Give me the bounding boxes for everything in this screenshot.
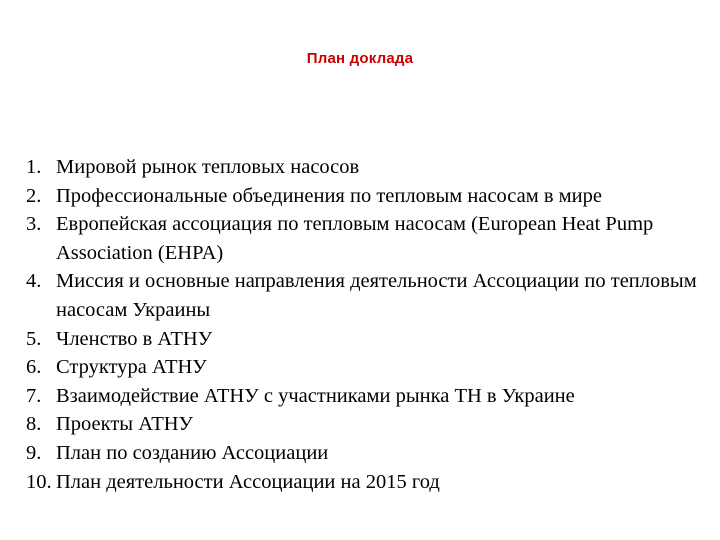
agenda-item-number: 5. xyxy=(26,327,42,350)
agenda-item-number: 8. xyxy=(26,413,42,436)
agenda-item xyxy=(26,210,706,267)
agenda-item xyxy=(26,468,706,497)
agenda-item-text: Структура АТНУ xyxy=(56,356,207,379)
agenda-item-number: 4. xyxy=(26,270,42,293)
agenda-item xyxy=(26,410,706,439)
agenda-item xyxy=(26,153,706,182)
agenda-item xyxy=(26,353,706,382)
agenda-item-number: 9. xyxy=(26,441,42,464)
agenda-item xyxy=(26,182,706,211)
agenda-item-number: 6. xyxy=(26,356,42,379)
agenda-item-text: План деятельности Ассоциации на 2015 год xyxy=(56,470,440,493)
agenda-item xyxy=(26,382,706,411)
agenda-item-text: Европейская ассоциация по тепловым насосам (European Heat Pump Association (EHPA) xyxy=(56,213,654,264)
slide-title: План доклада xyxy=(306,50,414,67)
agenda-item xyxy=(26,325,706,354)
agenda-item-text: Профессиональные объединения по тепловым насосам в мире xyxy=(56,184,602,207)
agenda-list xyxy=(26,153,706,496)
agenda-item xyxy=(26,267,706,324)
agenda-item-number: 2. xyxy=(26,184,42,207)
agenda-item-text: Взаимодействие АТНУ с участниками рынка ТН в Украине xyxy=(56,384,575,407)
agenda-item-text: Миссия и основные направления деятельности Ассоциации по тепловым насосам Украины xyxy=(56,270,697,321)
agenda-item-text: Членство в АТНУ xyxy=(56,327,213,350)
agenda-item-number: 1. xyxy=(26,156,42,178)
agenda-item-text: План по созданию Ассоциации xyxy=(56,441,329,464)
agenda-item-number: 10. xyxy=(26,470,52,493)
agenda-item-number: 3. xyxy=(26,213,42,236)
agenda-item-text: Проекты АТНУ xyxy=(56,413,194,436)
agenda-item-number: 7. xyxy=(26,384,42,407)
agenda-item-text: Мировой рынок тепловых насосов xyxy=(56,156,360,178)
agenda-item xyxy=(26,439,706,468)
